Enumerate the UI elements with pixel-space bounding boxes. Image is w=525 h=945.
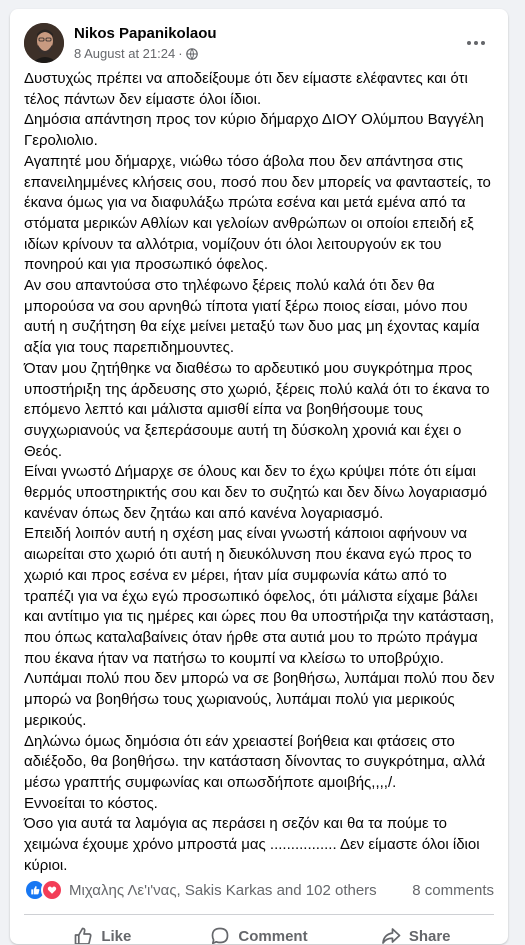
- post-meta: [74, 46, 198, 61]
- love-reaction-icon: [41, 879, 63, 901]
- comment-button-label: Comment: [238, 927, 308, 944]
- comments-count[interactable]: 8 comments: [412, 881, 494, 899]
- post-card: [10, 9, 508, 944]
- post-paragraph: Αν σου απαντούσα στο τηλέφωνο ξέρεις πολύ καλά ότι δεν θα μπορούσα να σου αρνηθώ τίποτα γιατί ξέρω ποιος είσαι, μόνο που αυτή η συζήτηση θα είχε μείνει μεταξύ των δυο μας μη έχοντας καμία αξία για τους παρεπιδημουντες.: [24, 277, 480, 357]
- post-timestamp[interactable]: 8 August at 21:24: [74, 46, 176, 61]
- post-paragraph: Όσο για αυτά τα λαμόγια ας περάσει η σεζόν και θα τα πούμε το χειμώνα έχουμε χρόνο μπροστά μας ................ Δεν είμαστε όλοι ίδιοι κύριοι.: [24, 815, 480, 874]
- share-button-label: Share: [408, 927, 451, 944]
- more-horizontal-icon[interactable]: [458, 25, 494, 61]
- reaction-icons[interactable]: [24, 879, 63, 901]
- comment-button[interactable]: [181, 918, 338, 944]
- share-button[interactable]: [337, 918, 494, 944]
- post-paragraph: Αγαπητέ μου δήμαρχε, νιώθω τόσο άβολα που δεν απάντησα στις επανειλημμένες κλήσεις σου, ποσό που δεν μπορείς να φανταστείς, το έκανα όμως για να διαφυλάξω πρώτα εσένα και μετά εμένα από τα στόματα μερικών Αθλίων και γελοίων ανθρώπων οι οποίοι επειδή εξ ιδίων κρίνουν τα αλλότρια, νομίζουν ότι όλοι λειτουργούν εκ του πονηρού και για προσωπικό όφελος.: [24, 152, 491, 274]
- share-icon: [381, 926, 401, 944]
- author-name[interactable]: Nikos Papanikolaou: [74, 25, 217, 42]
- post-paragraph: Δημόσια απάντηση προς τον κύριο δήμαρχο ΔΙΟΥ Ολύμπου Βαγγέλη Γερολιολιο.: [24, 111, 484, 150]
- globe-icon[interactable]: [186, 48, 198, 60]
- post-paragraph: Δηλώνω όμως δημόσια ότι εάν χρειαστεί βοήθεια και φτάσεις στο αδιέξοδο, θα βοηθήσω. την κατάσταση δίνοντας το συγκρότημα, αλλά μέσω γραπτής συμφωνίας και οπωσδήποτε αμοιβής,,,,/.: [24, 732, 486, 791]
- post-paragraph: Εννοείται το κόστος.: [24, 794, 158, 812]
- post-paragraph: Είναι γνωστό Δήμαρχε σε όλους και δεν το έχω κρύψει πότε ότι είμαι θερμός υποστηρικτής σου και δεν το συζητώ και δεν δίνω λογαριασμό κανέναν όπως δεν ζητάω και από κανένα λογαριασμό.: [24, 463, 488, 522]
- actions-divider: [24, 914, 494, 915]
- action-bar: [24, 916, 494, 944]
- avatar-image: [24, 23, 64, 63]
- post-paragraph: Επειδή λοιπόν αυτή η σχέση μας είναι γνωστή κάποιοι αφήνουν να αιωρείται στο χωριό ότι αυτή η διευκόλυνση που έκανα εγώ προς το χωριό και προς εσένα εν μέρει, ήταν μία συμφωνία κάτω από το τραπέζι για να έχω εγώ προσωπικό όφελος, ότι μάλιστα είχαμε βάλει και αντίτιμο για τις ημέρες και ώρες που θα υποστήριζα την κατάσταση, που όπως καταλαβαίνεις όταν ήρθε στα αυτιά μου το πρώτο πράγμα που έκανα ήταν να πατήσω το κουμπί να κλείσω το υποβρύχιο.: [24, 525, 495, 667]
- post-body: [24, 69, 496, 876]
- post-paragraph: Λυπάμαι πολύ που δεν μπορώ να σε βοηθήσω, λυπάμαι πολύ που δεν μπορώ να βοηθήσω τους χωριανούς, λυπάμαι πολύ για μερικούς μερικούς.: [24, 670, 495, 729]
- meta-separator: ·: [178, 46, 183, 61]
- post-header: [24, 23, 494, 67]
- post-paragraph: Δυστυχώς πρέπει να αποδείξουμε ότι δεν είμαστε ελέφαντες και ότι τέλος πάντων δεν είμαστε όλοι ίδιοι.: [24, 70, 468, 108]
- avatar[interactable]: [24, 23, 64, 63]
- post-paragraph: Όταν μου ζητήθηκε να διαθέσω το αρδευτικό μου συγκρότημα προς υποστήριξη της άρδευσης στο χωριό, ξέρεις πολύ καλά ότι το έκανα το επόμενο λεπτό και μάλιστα αμισθί είπα να βοηθήσουμε τους συγχωριανούς να ξεπεράσουμε αυτή τη δύσκολη χρονιά και έχει ο Θεός.: [24, 359, 490, 460]
- thumbs-up-icon: [73, 926, 93, 944]
- reactions-bar: [24, 878, 494, 902]
- comment-icon: [210, 926, 230, 944]
- like-button-label: Like: [101, 927, 132, 944]
- like-button[interactable]: [24, 918, 181, 944]
- reaction-names[interactable]: Μιχαλης Λε'ι'νας, Sakis Karkas and 102 others: [69, 881, 377, 899]
